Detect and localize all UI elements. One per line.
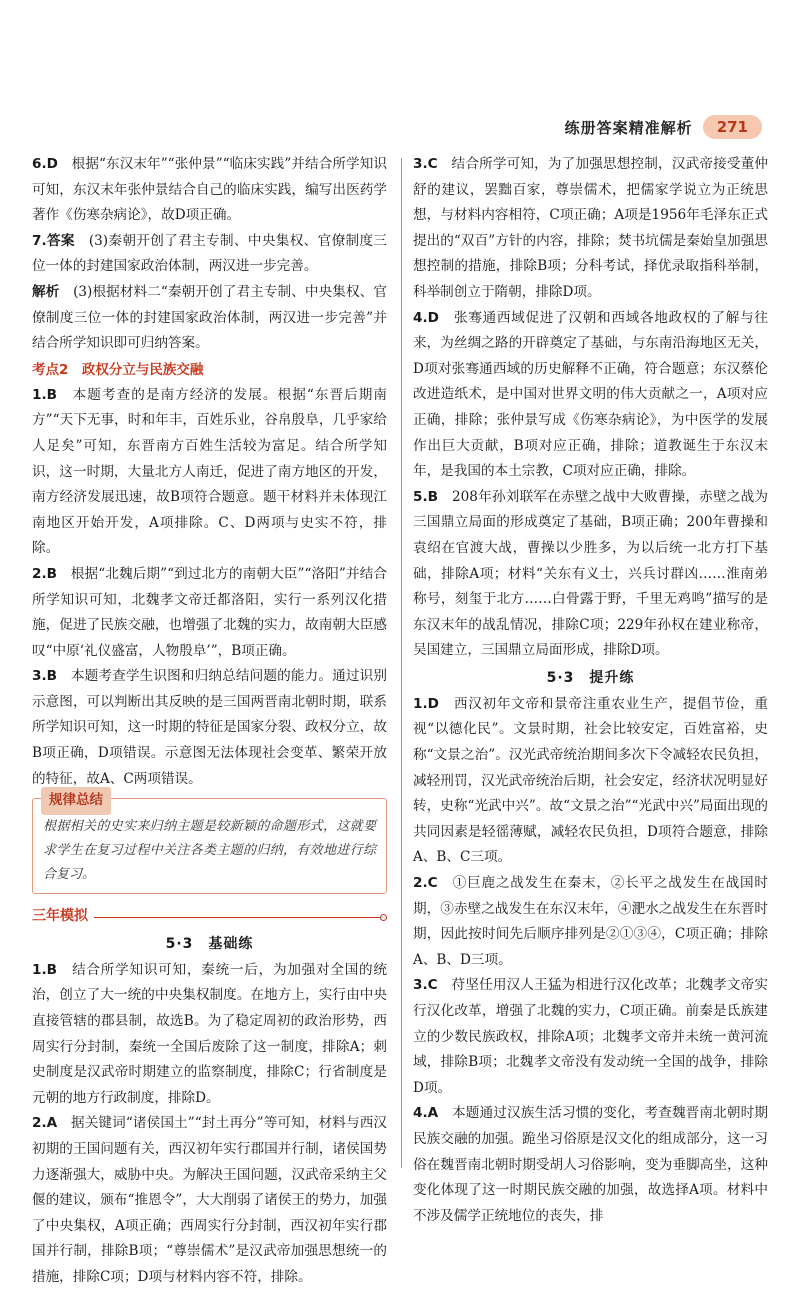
- answer-item: [32, 562, 387, 664]
- answer-text: 根据“北魏后期”“到过北方的南朝大臣”“洛阳”并结合所学知识可知，北魏孝文帝迁都洛阳，实行一系列汉化措施，促进了民族交融，也增强了北魏的实力，故南朝大臣感叹“中原‘礼仪盛富，人物殷阜’”，B项正确。: [32, 565, 387, 659]
- answer-number: 4.D: [413, 309, 439, 326]
- summary-title: 规律总结: [41, 787, 111, 815]
- answer-number: 3.C: [413, 977, 438, 994]
- answer-item: [413, 152, 768, 306]
- page-number: 271: [703, 115, 762, 139]
- answer-text: (3)秦朝开创了君主专制、中央集权、官僚制度三位一体的封建国家政治体制，两汉进一步完善。: [32, 232, 387, 275]
- answer-number: 3.C: [413, 156, 438, 172]
- answer-number: 2.A: [32, 1115, 58, 1132]
- answer-text: 本题考查学生识图和归纳总结问题的能力。通过识别示意图，可以判断出其反映的是三国两晋南北朝时期，联系所学知识可知，这一时期的特征是国家分裂、政权分立，故B项正确，D项错误。示意图无法体现社会变革、繁荣开放的特征，故A、C两项错误。: [32, 668, 387, 787]
- answer-number: 3.B: [32, 668, 57, 685]
- answer-list-4: [413, 152, 768, 664]
- column-divider: [401, 158, 402, 1168]
- section-advanced-heading: 5·3 提升练: [546, 669, 635, 686]
- answer-text: 根据“东汉末年”“张仲景”“临床实践”并结合所学知识可知，东汉末年张仲景结合自己的临床实践，编写出医药学著作《伤寒杂病论》，故D项正确。: [32, 156, 387, 224]
- answer-item: [413, 485, 768, 664]
- answer-item: [32, 664, 387, 792]
- answer-item: [413, 692, 768, 871]
- answer-number: 7.答案: [32, 232, 75, 249]
- answer-item: [413, 1101, 768, 1229]
- answer-text: 本题通过汉族生活习惯的变化，考查魏晋南北朝时期民族交融的加强。跪坐习俗原是汉文化的组成部分，这一习俗在魏晋南北朝时期受胡人习俗影响，变为垂脚高坐，这种变化体现了这一时期民族交融的加强，故选择A项。材料中不涉及儒学正统地位的丧失，排: [413, 1105, 768, 1224]
- answer-number: 1.D: [413, 695, 439, 712]
- answer-text: 苻坚任用汉人王猛为相进行汉化改革；北魏孝文帝实行汉化改革，增强了北魏的实力，C项正确。前秦是氐族建立的少数民族政权，排除A项；北魏孝文帝并未统一黄河流域，排除B项；北魏孝文帝没有发动统一全国的战争，排除D项。: [413, 977, 768, 1096]
- answer-item: [413, 871, 768, 973]
- kaodian-heading: 考点2 政权分立与民族交融: [32, 361, 204, 378]
- answer-item: [32, 958, 387, 1112]
- answer-number: 解析: [32, 283, 60, 300]
- answer-item: [32, 1111, 387, 1290]
- answer-item: [32, 383, 387, 562]
- answer-text: 结合所学知识可知，秦统一后，为加强对全国的统治，创立了大一统的中央集权制度。在地方上，实行由中央直接管辖的郡县制，故选B。为了稳定周初的政治形势，西周实行分封制，秦统一全国后废除了这一制度，排除A；刺史制度是汉武帝时期建立的监察制度，排除C；行省制度是元朝的地方行政制度，排除D。: [32, 961, 387, 1106]
- header-title: 练册答案精准解析: [564, 118, 693, 137]
- answer-list-3: [32, 958, 387, 1291]
- answer-text: 208年孙刘联军在赤壁之战中大败曹操，赤壁之战为三国鼎立局面的形成奠定了基础，B项正确；200年曹操和袁绍在官渡大战，曹操以少胜多，为以后统一北方打下基础，排除A项；材料“关东有义士，兴兵讨群凶……淮南弟称号，刻玺于北方……白骨露于野，千里无鸡鸣”描写的是东汉末年的战乱情况，排除C项；229年孙权在建业称帝，吴国建立，三国鼎立局面形成，排除D项。: [413, 488, 768, 659]
- sannian-dot: [380, 914, 387, 921]
- answer-text: 西汉初年文帝和景帝注重农业生产，提倡节俭，重视“以德化民”。文景时期，社会比较安定，百姓富裕，史称“文景之治”。汉光武帝统治期间多次下令减轻农民负担，减轻刑罚，汉光武帝统治后期，社会安定，经济状况明显好转，史称“光武中兴”。故“文景之治”“光武中兴”局面出现的共同因素是轻徭薄赋，减轻农民负担，D项符合题意，排除A、B、C三项。: [413, 695, 768, 866]
- answer-text: 本题考查的是南方经济的发展。根据“东晋后期南方”“天下无事，时和年丰，百姓乐业，谷帛殷阜，几乎家给人足矣”可知，东晋南方百姓生活较为富足。结合所学知识，这一时期，大量北方人南迁，促进了南方地区的开发，南方经济发展迅速，故B项符合题意。题干材料并未体现江南地区开始开发，A项排除。C、D两项与史实不符，排除。: [32, 386, 387, 557]
- answer-number: 2.C: [413, 875, 438, 892]
- answer-text: 结合所学可知，为了加强思想控制，汉武帝接受董仲舒的建议，罢黜百家，尊崇儒术，把儒家学说立为正统思想，与材料内容相符，C项正确；A项是1956年毛泽东正式提出的“双百”方针的内容，排除；焚书坑儒是秦始皇加强思想控制的措施，排除B项；分科考试，择优录取指科举制，科举制创立于隋朝，排除D项。: [413, 156, 768, 300]
- left-column: [32, 152, 387, 1291]
- page-header: [565, 112, 762, 142]
- sannian-label: 三年模拟: [32, 908, 88, 925]
- summary-text: 根据相关的史实来归纳主题是较新颖的命题形式，这就要求学生在复习过程中关注各类主题的归纳，有效地进行综合复习。: [43, 819, 376, 883]
- answer-number: 2.B: [32, 565, 57, 582]
- answer-number: 6.D: [32, 156, 58, 172]
- right-column: [413, 152, 768, 1229]
- answer-number: 1.B: [32, 386, 57, 403]
- answer-item: [413, 973, 768, 1101]
- answer-item: [32, 229, 387, 280]
- answer-number: 5.B: [413, 488, 438, 505]
- answer-text: 据关键词“诸侯国土”“封土再分”等可知，材料与西汉初期的王国问题有关，西汉初年实行郡国并行制，诸侯国势力逐渐强大，威胁中央。为解决王国问题，汉武帝采纳主父偃的建议，颁布“推恩令”，大大削弱了诸侯王的势力，加强了中央集权，A项正确；西周实行分封制，西汉初年实行郡国并行制，排除B项；“尊崇儒术”是汉武帝加强思想统一的措施，排除C项；D项与材料内容不符，排除。: [32, 1115, 387, 1285]
- answer-text: ①巨鹿之战发生在秦末，②长平之战发生在战国时期，③赤壁之战发生在东汉末年，④淝水之战发生在东晋时期，因此按时间先后顺序排列是②①③④，C项正确；排除A、B、D三项。: [413, 875, 768, 968]
- answer-item: [32, 152, 387, 229]
- section-basic-heading: 5·3 基础练: [165, 935, 254, 952]
- answer-list-5: [413, 692, 768, 1229]
- answer-text: (3)根据材料二“秦朝开创了君主专制、中央集权、官僚制度三位一体的封建国家政治体制，两汉进一步完善”并结合所学知识即可归纳答案。: [32, 283, 387, 352]
- answer-item: [32, 280, 387, 357]
- summary-box: [32, 792, 387, 894]
- answer-list-1: [32, 152, 387, 357]
- answer-number: 4.A: [413, 1105, 439, 1122]
- sannian-heading: [32, 904, 387, 930]
- answer-list-2: [32, 383, 387, 793]
- sannian-rule: [94, 917, 380, 918]
- answer-text: 张骞通西域促进了汉朝和西域各地政权的了解与往来，为丝绸之路的开辟奠定了基础，与东南沿海地区无关，D项对张骞通西域的历史解释不正确，符合题意；东汉蔡伦改进造纸术，是中国对世界文明的伟大贡献之一，A项对应正确，排除；张仲景写成《伤寒杂病论》，为中医学的发展作出巨大贡献，B项对应正确，排除；道教诞生于东汉末年，是我国的本土宗教，C项对应正确，排除。: [413, 309, 768, 480]
- answer-item: [413, 306, 768, 485]
- answer-number: 1.B: [32, 961, 57, 978]
